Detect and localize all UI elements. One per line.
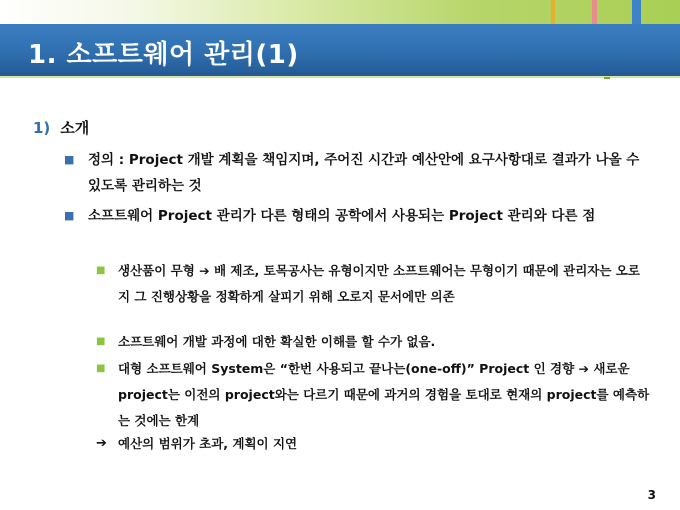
conclusion-point bbox=[96, 431, 650, 457]
accent-stripe-yellow bbox=[551, 0, 555, 24]
bullet-text: 정의 : Project 개발 계획을 책임지며, 주어진 시간과 예산안에 요구사항대로 결과가 나올 수 있도록 관리하는 것 bbox=[88, 152, 640, 194]
decorative-mark bbox=[604, 77, 610, 79]
square-bullet-icon: ■ bbox=[96, 265, 106, 276]
bullet-point bbox=[64, 203, 649, 229]
sub-bullet-point bbox=[96, 258, 650, 310]
bullet-text: 소프트웨어 Project 관리가 다른 형태의 공학에서 사용되는 Project 관리와 다른 점 bbox=[88, 208, 596, 224]
sub-bullet-text: 소프트웨어 개발 과정에 대한 확실한 이해를 할 수가 없음. bbox=[118, 334, 436, 349]
top-gradient-band bbox=[0, 0, 680, 24]
accent-stripe-blue bbox=[632, 0, 641, 24]
square-bullet-icon: ■ bbox=[64, 153, 75, 166]
square-bullet-icon: ■ bbox=[96, 336, 106, 347]
section-number: 1) bbox=[33, 119, 51, 137]
bullet-point bbox=[64, 147, 649, 199]
section-heading bbox=[33, 117, 89, 138]
title-underline bbox=[0, 76, 680, 78]
page-number: 3 bbox=[647, 488, 656, 502]
sub-bullet-point bbox=[96, 356, 650, 434]
section-label: 소개 bbox=[60, 119, 90, 137]
slide-title: 1. 소프트웨어 관리(1) bbox=[28, 40, 299, 70]
sub-bullet-point bbox=[96, 329, 650, 355]
square-bullet-icon: ■ bbox=[96, 363, 106, 374]
arrow-right-icon: ➔ bbox=[96, 436, 107, 451]
sub-bullet-text: 생산품이 무형 ➔ 배 제조, 토목공사는 유형이지만 소프트웨어는 무형이기 때문에 관리자는 오로지 그 진행상황을 정확하게 살피기 위해 오로지 문서에만 의존 bbox=[118, 263, 640, 304]
conclusion-text: 예산의 범위가 초과, 계획이 지연 bbox=[118, 436, 298, 451]
square-bullet-icon: ■ bbox=[64, 209, 75, 222]
accent-stripe-pink bbox=[592, 0, 597, 24]
sub-bullet-text: 대형 소프트웨어 System은 “한번 사용되고 끝나는(one-off)” Project 인 경향 ➔ 새로운 project는 이전의 project와는 다르기 때문에 과거의 경험을 토대로 현재의 project를 예측하는 것에는 한계 bbox=[118, 361, 650, 428]
